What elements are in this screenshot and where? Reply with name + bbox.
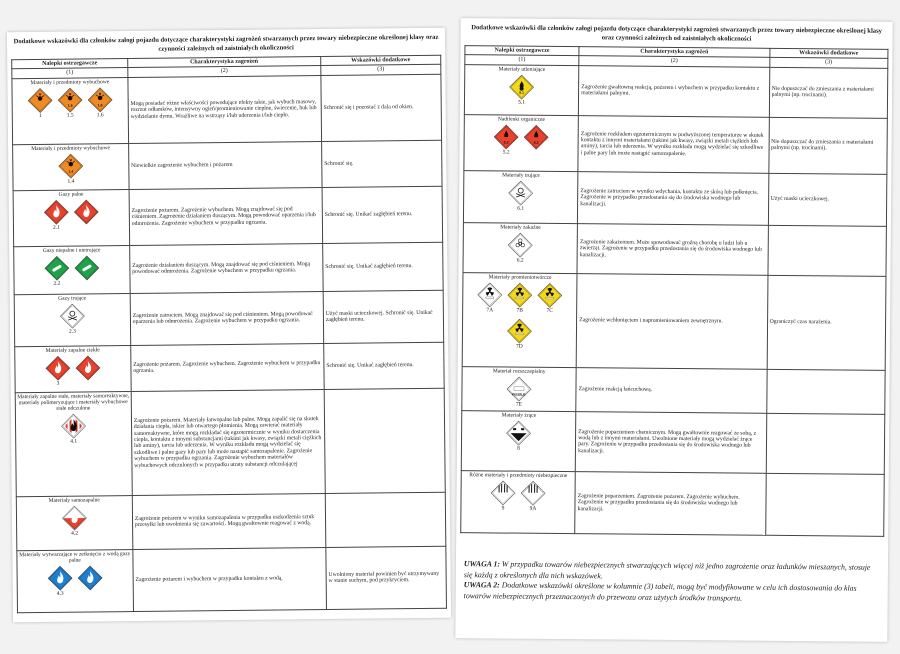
label-cell	[13, 189, 129, 246]
label-name: Materiały trujące	[502, 172, 540, 179]
label-cell	[462, 272, 577, 367]
label-cell	[463, 170, 578, 223]
label-signs	[462, 480, 573, 512]
additional-advice: Schronić się.	[321, 140, 442, 187]
skull-icon	[60, 303, 85, 328]
svg-text:5.1: 5.1	[519, 90, 525, 95]
hazard-sign	[45, 355, 70, 386]
additional-advice: Schronić się. Unikać zagłębień terenu.	[323, 242, 444, 291]
sign-number: 9	[501, 505, 505, 512]
hazard-sign	[61, 413, 86, 444]
label-cell	[15, 345, 131, 392]
hazard-row	[461, 470, 885, 536]
label-cell	[16, 495, 132, 550]
label-name: Materiał rozszczepialny	[492, 368, 546, 375]
label-name: Gazy palne	[58, 191, 84, 198]
explosive-1-4-icon	[58, 153, 83, 178]
label-name: Materiały i przedmioty wybuchowe	[30, 79, 110, 86]
additional-advice: Użyć maski ucieczkowej. Schronić się. Unikać zagłębień terenu.	[323, 290, 444, 343]
sign-number: 2.2	[53, 280, 61, 287]
label-signs	[16, 303, 129, 335]
additional-advice	[768, 225, 887, 276]
misc-stripes-icon	[491, 480, 516, 505]
left-hazard-table	[11, 55, 447, 613]
sign-number: 4.2	[71, 530, 79, 537]
hazard-row	[17, 546, 447, 612]
label-cell	[13, 143, 129, 190]
sign-number: 2.3	[68, 328, 76, 335]
label-cell	[14, 293, 130, 346]
label-cell	[463, 222, 578, 273]
hazard-description: Zagrożenie pożarem. Zagrożenie wybuchem. Mogą znajdować się pod ciśnieniem. Zagrożenie działaniem duszącym. Mogą powodować oparzenia i/lub odmrożenia. Zagrożenie wybuchem w przypadku ogrzania.	[129, 187, 323, 245]
hazard-sign	[75, 355, 100, 386]
label-signs	[463, 376, 574, 408]
additional-advice	[325, 492, 446, 547]
svg-text:5.2: 5.2	[533, 140, 539, 145]
header-advice: Wskazówki dodatkowe	[769, 48, 888, 58]
sign-number: 1.5	[66, 112, 74, 119]
note-text: Dodatkowe wskazówki określone w kolumnie (3) tabeli, mogą być modyfikowane w celu ich dostosowania do klas towarów niebezpiecznych przeznaczonych do przewozu oraz użytych środków transportu.	[463, 580, 857, 603]
notes	[464, 559, 880, 605]
label-cell	[461, 410, 576, 471]
col-number: (1)	[465, 55, 579, 65]
hazard-sign	[537, 283, 562, 314]
biohazard-icon	[508, 232, 533, 257]
hazard-description: Mogą posiadać różne właściwości powodujące efekty takie, jak wybuch masowy, rozrzut odłamków, intensywny ogień/promieniowanie cieplne, świecenie, huk lub wydzielanie dymu. Wrażliwe na wstrząsy i/lub uderzenia i/lub ciepło.	[128, 75, 322, 143]
corrosive-icon	[506, 420, 531, 445]
label-signs	[463, 420, 574, 452]
sign-number: 7A	[486, 307, 494, 314]
sign-number: 3	[56, 380, 60, 387]
sign-number: 6.2	[516, 257, 524, 264]
header-labels: Nalepki ostrzegawcze	[12, 59, 128, 70]
label-cell	[464, 114, 579, 171]
hazard-sign	[27, 88, 52, 119]
hazard-row	[463, 170, 886, 226]
hazard-sign	[524, 124, 549, 155]
label-name: Materiały zapalne stałe, materiały samoreaktywne, materiały polimeryzujące i materiały wybuchowe stałe odczulone	[17, 392, 130, 412]
additional-advice: Nie dopuszczać do zmieszania z materiałami palnymi (np. trocinami).	[769, 67, 888, 118]
hazard-description: Zagrożenie zatruciem. Mogą znajdować się pod ciśnieniem. Mogą powodować oparzenia lub odmrożenia. Zagrożenie wybuchem w przypadku ogrzania.	[130, 291, 324, 345]
sign-number: 7B	[516, 307, 523, 314]
additional-advice: Ograniczyć czas narażenia.	[767, 275, 886, 370]
col-number: (3)	[769, 58, 888, 68]
skull-icon	[508, 180, 533, 205]
label-signs	[14, 87, 127, 119]
hazard-sign	[77, 565, 102, 596]
hazard-row	[13, 140, 442, 190]
label-signs	[18, 505, 131, 537]
hazard-sign	[507, 282, 532, 313]
hazard-sign	[506, 420, 531, 451]
hazard-row	[16, 492, 446, 550]
label-name: Nadtlenki organiczne	[497, 116, 545, 123]
sign-number: 2.1	[52, 224, 60, 231]
oxidizer-icon	[509, 74, 534, 99]
hazard-sign	[508, 232, 533, 263]
organic-peroxide-icon	[494, 124, 519, 149]
hazard-row	[463, 222, 886, 276]
sign-number: 7C	[546, 307, 553, 314]
right-hazard-table	[460, 45, 888, 536]
hazard-sign	[58, 153, 83, 184]
label-name: Różne materiały i przedmioty niebezpieczne	[469, 472, 568, 479]
hazard-sign	[60, 303, 85, 334]
label-name: Materiały utleniające	[498, 66, 546, 73]
hazard-description: Niewielkie zagrożenie wybuchem i pożarem	[128, 141, 322, 189]
hazard-description: Zagrożenie reakcją łańcuchową.	[576, 367, 767, 413]
col-number: (2)	[128, 66, 321, 77]
hazard-row	[462, 272, 886, 370]
label-signs	[16, 355, 129, 387]
svg-text:1.5: 1.5	[67, 103, 73, 108]
explosive-bomb-icon	[27, 88, 52, 113]
hazard-sign	[506, 376, 531, 407]
col-number: (1)	[12, 68, 128, 79]
svg-text:FISSILE: FISSILE	[512, 392, 526, 397]
hazard-row	[464, 64, 887, 118]
hazard-sign	[74, 255, 99, 286]
hazard-sign	[494, 124, 519, 155]
label-cell	[17, 549, 133, 612]
additional-advice	[765, 473, 884, 536]
svg-text:1.4: 1.4	[68, 169, 74, 174]
label-signs	[14, 153, 127, 185]
hazard-row	[15, 342, 444, 392]
label-signs	[465, 232, 576, 264]
hazard-row	[462, 366, 885, 414]
label-signs	[17, 413, 130, 445]
hazard-sign	[47, 565, 72, 596]
lithium-battery-icon	[521, 480, 546, 505]
additional-advice: Schronić się. Unikać zagłębień terenu.	[324, 342, 445, 389]
hazard-row	[464, 114, 887, 174]
hazard-sign	[44, 199, 69, 230]
additional-advice: Schronić się i pozostać z dala od okien.	[321, 74, 442, 141]
label-name: Materiały wytwarzające w zetknięciu z wodą gazy palne	[19, 550, 131, 564]
hazard-sign	[521, 480, 546, 511]
sign-number: 4.1	[70, 438, 78, 445]
radiation-icon	[507, 318, 532, 343]
hazard-description: Zagrożenie poparzeniem. Zagrożenie pożarem. Zagrożenie wybuchem. Zagrożenie w przypadku przedostania się do środowiska wodnego lub kanalizacji.	[575, 471, 766, 535]
radiation-icon	[507, 282, 532, 307]
gas-cylinder-icon	[74, 255, 99, 280]
sign-number: 4.3	[56, 590, 64, 597]
hazard-description: Zagrożenie zatruciem w wyniku wdychania, kontaktu ze skórą lub połknięcia. Zagrożenie w przypadku przedostania się do środowiska wodnego lub kanalizacji.	[578, 171, 769, 225]
hazard-description: Zagrożenie działaniem duszącym. Mogą znajdować się pod ciśnieniem. Mogą powodować odmrożenia. Zagrożenie wybuchem w przypadku ogrzania.	[129, 243, 323, 293]
label-name: Gazy niepalne i nietrujące	[42, 247, 101, 254]
hazard-row	[14, 242, 443, 294]
col-number: (2)	[579, 56, 769, 67]
header-labels: Nalepki ostrzegawcze	[465, 46, 579, 56]
fissile-icon	[506, 376, 531, 401]
left-page	[7, 28, 451, 623]
flame-icon	[77, 565, 102, 590]
label-signs	[466, 74, 577, 106]
hazard-sign	[507, 318, 532, 349]
label-cell	[464, 64, 579, 115]
label-name: Materiały zapalne ciekłe	[45, 347, 100, 354]
striped-flame-icon	[61, 413, 86, 438]
radiation-icon	[477, 282, 502, 307]
hazard-row	[15, 388, 445, 496]
hazard-sign	[509, 74, 534, 105]
hazard-description: Zagrożenie pożarem w wyniku samozapalenia w przypadku uszkodzenia sztuk przesyłki lub uwolnienia się zawartości. Mogą gwałtownie reagować z wodą.	[132, 493, 326, 549]
sign-number: 1.6	[96, 112, 104, 119]
hazard-row	[14, 290, 444, 346]
sign-number: 8	[517, 445, 520, 452]
sign-number: 6.1	[517, 205, 525, 212]
right-page-title: Dodatkowe wskazówki dla członków załogi pojazdu dotyczące charakterystyki zagrożeń stwarzanych przez towary niebezpieczne określonej klasy oraz czynności zależnych od zaistniałych okoliczności	[471, 24, 883, 43]
label-cell	[15, 391, 132, 496]
sign-number: 7E	[515, 401, 523, 408]
flame-icon	[45, 355, 70, 380]
additional-advice	[766, 369, 885, 414]
hazard-sign	[508, 180, 533, 211]
note-2	[464, 580, 880, 605]
label-signs	[15, 199, 128, 231]
organic-peroxide-icon	[524, 124, 549, 149]
label-signs	[19, 565, 132, 597]
additional-advice: Schronić się. Unikać zagłębień terenu.	[322, 186, 443, 243]
note-label: UWAGA 1:	[463, 559, 501, 569]
hazard-sign	[57, 87, 82, 118]
col-number: (3)	[321, 65, 441, 76]
sign-number: 9A	[529, 505, 537, 512]
hazard-description: Zagrożenie pożarem i wybuchem w przypadku kontaktu z wodą.	[133, 547, 327, 611]
label-name: Materiały i przedmioty wybuchowe	[31, 145, 110, 152]
note-text: W przypadku towarów niebezpiecznych stwarzających więcej niż jedno zagrożenie oraz ładunków mieszanych, stosuje się każdą z określonych dla nich wskazówek.	[463, 559, 871, 580]
hazard-sign	[477, 282, 502, 313]
label-name: Materiały samozapalne	[48, 497, 100, 504]
label-signs	[466, 124, 577, 156]
flame-icon	[44, 199, 69, 224]
sign-number: 1.4	[67, 178, 75, 185]
left-page-title: Dodatkowe wskazówki dla członków załogi pojazdu dotyczące charakterystyki zagrożeń stwarzanych przez towary niebezpieczne określonej klasy oraz czynności zależnych od zaistniałych okoliczności	[13, 33, 439, 53]
header-hazards: Charakterystyka zagrożeń	[128, 57, 321, 68]
header-hazards: Charakterystyka zagrożeń	[579, 47, 769, 58]
svg-text:5.2: 5.2	[503, 140, 509, 145]
label-signs	[15, 255, 128, 287]
explosive-1-6-icon	[87, 87, 112, 112]
explosive-1-5-icon	[57, 87, 82, 112]
hazard-description: Zagrożenie pożarem. Materiały łatwopalne lub palne. Mogą zapalić się na skutek działania ciepła, iskier lub otwartego płomienia. Mogą zawierać materiały samoreaktywne, które mogą rozkładać się egzotermicznie w wyniku dostarczenia ciepła, kontaktu z innymi substancjami (takimi jak kwasy, związki metali ciężkich lub aminy), tarcia lub uderzenia. W wyniku rozkładu mogą wydzielać się szkodliwe i palne gazy lub pary lub może nastąpić samozapalenie. Zagrożenie wybuchem w przypadku ogrzania. Zagrożenie wybuchem materiałów wybuchowych odczulonych w przypadku utraty substancji odczulającej	[131, 389, 325, 495]
label-cell	[12, 77, 129, 144]
hazard-description: Zagrożenie poparzeniem chemicznym. Mogą gwałtownie reagować ze sobą, z wodą lub z innymi materiałami. Uwolnione materiały mogą wydzielać żrące pary. Zagrożenie w przypadku przedostania się do środowiska wodnego lub kanalizacji.	[575, 411, 766, 473]
flame-icon	[74, 199, 99, 224]
hazard-description: Zagrożenie zakażeniem. Może spowodować groźną chorobę u ludzi lub u zwierząt. Zagrożenie w przypadku przedostania się do środowiska wodnego lub kanalizacji.	[577, 223, 768, 275]
label-name: Materiały promieniotwórcze	[488, 274, 552, 281]
label-signs	[465, 180, 576, 212]
hazard-description: Zagrożenie wchłonięciem i napromieniowaniem zewnętrznym.	[576, 273, 767, 369]
hazard-sign	[74, 199, 99, 230]
hazard-row	[13, 186, 443, 246]
half-red-flame-icon	[62, 505, 87, 530]
additional-advice: Nie dopuszczać do zmieszania z materiałami palnymi (np. trocinami).	[768, 117, 887, 174]
hazard-row	[461, 410, 885, 474]
hazard-sign	[62, 505, 87, 536]
additional-advice	[766, 413, 885, 474]
gas-cylinder-icon	[44, 255, 69, 280]
radiation-icon	[537, 283, 562, 308]
sign-number: 5.1	[518, 99, 526, 106]
flame-icon	[47, 565, 72, 590]
sign-number: 1	[38, 112, 42, 119]
additional-advice	[324, 388, 445, 493]
label-cell	[462, 366, 577, 411]
hazard-row	[12, 74, 442, 144]
hazard-description: Zagrożenie pożarem. Zagrożenie wybuchem. Zagrożenie wybuchem w przypadku ogrzania.	[131, 343, 325, 391]
additional-advice: Użyć maski ucieczkowej.	[768, 173, 887, 226]
hazard-sign	[87, 87, 112, 118]
svg-text:1.6: 1.6	[97, 103, 103, 108]
label-name: Materiały zakaźne	[500, 224, 541, 231]
label-signs	[464, 282, 576, 350]
header-advice: Wskazówki dodatkowe	[321, 55, 441, 66]
hazard-sign	[491, 480, 516, 511]
label-name: Gazy trujące	[58, 295, 87, 302]
additional-advice: Uwolniony materiał powinien być utrzymywany w stanie suchym, pod przykryciem.	[326, 546, 447, 609]
hazard-sign	[44, 255, 69, 286]
label-name: Materiały żrące	[501, 412, 537, 419]
right-page	[455, 18, 892, 642]
flame-icon	[75, 355, 100, 380]
label-cell	[461, 470, 576, 533]
sign-number: 7D	[516, 343, 523, 350]
hazard-description: Zagrożenie rozkładem egzotermicznym w podwyższonej temperaturze w skutek kontaktu z innymi materiałami (takimi jak kwasy, związki metali ciężkich lub aminy), tarcia lub uderzenia. W wyniku rozkładu mogą wydzielać się szkodliwe i palne pary lub może nastąpić samozapalenie.	[578, 115, 769, 173]
sign-number: 5.2	[502, 149, 510, 156]
label-cell	[14, 245, 130, 294]
note-label: UWAGA 2:	[463, 580, 500, 590]
hazard-description: Zagrożenie gwałtowną reakcją, pożarem i wybuchem w przypadku kontaktu z materiałami palnymi.	[579, 65, 770, 117]
